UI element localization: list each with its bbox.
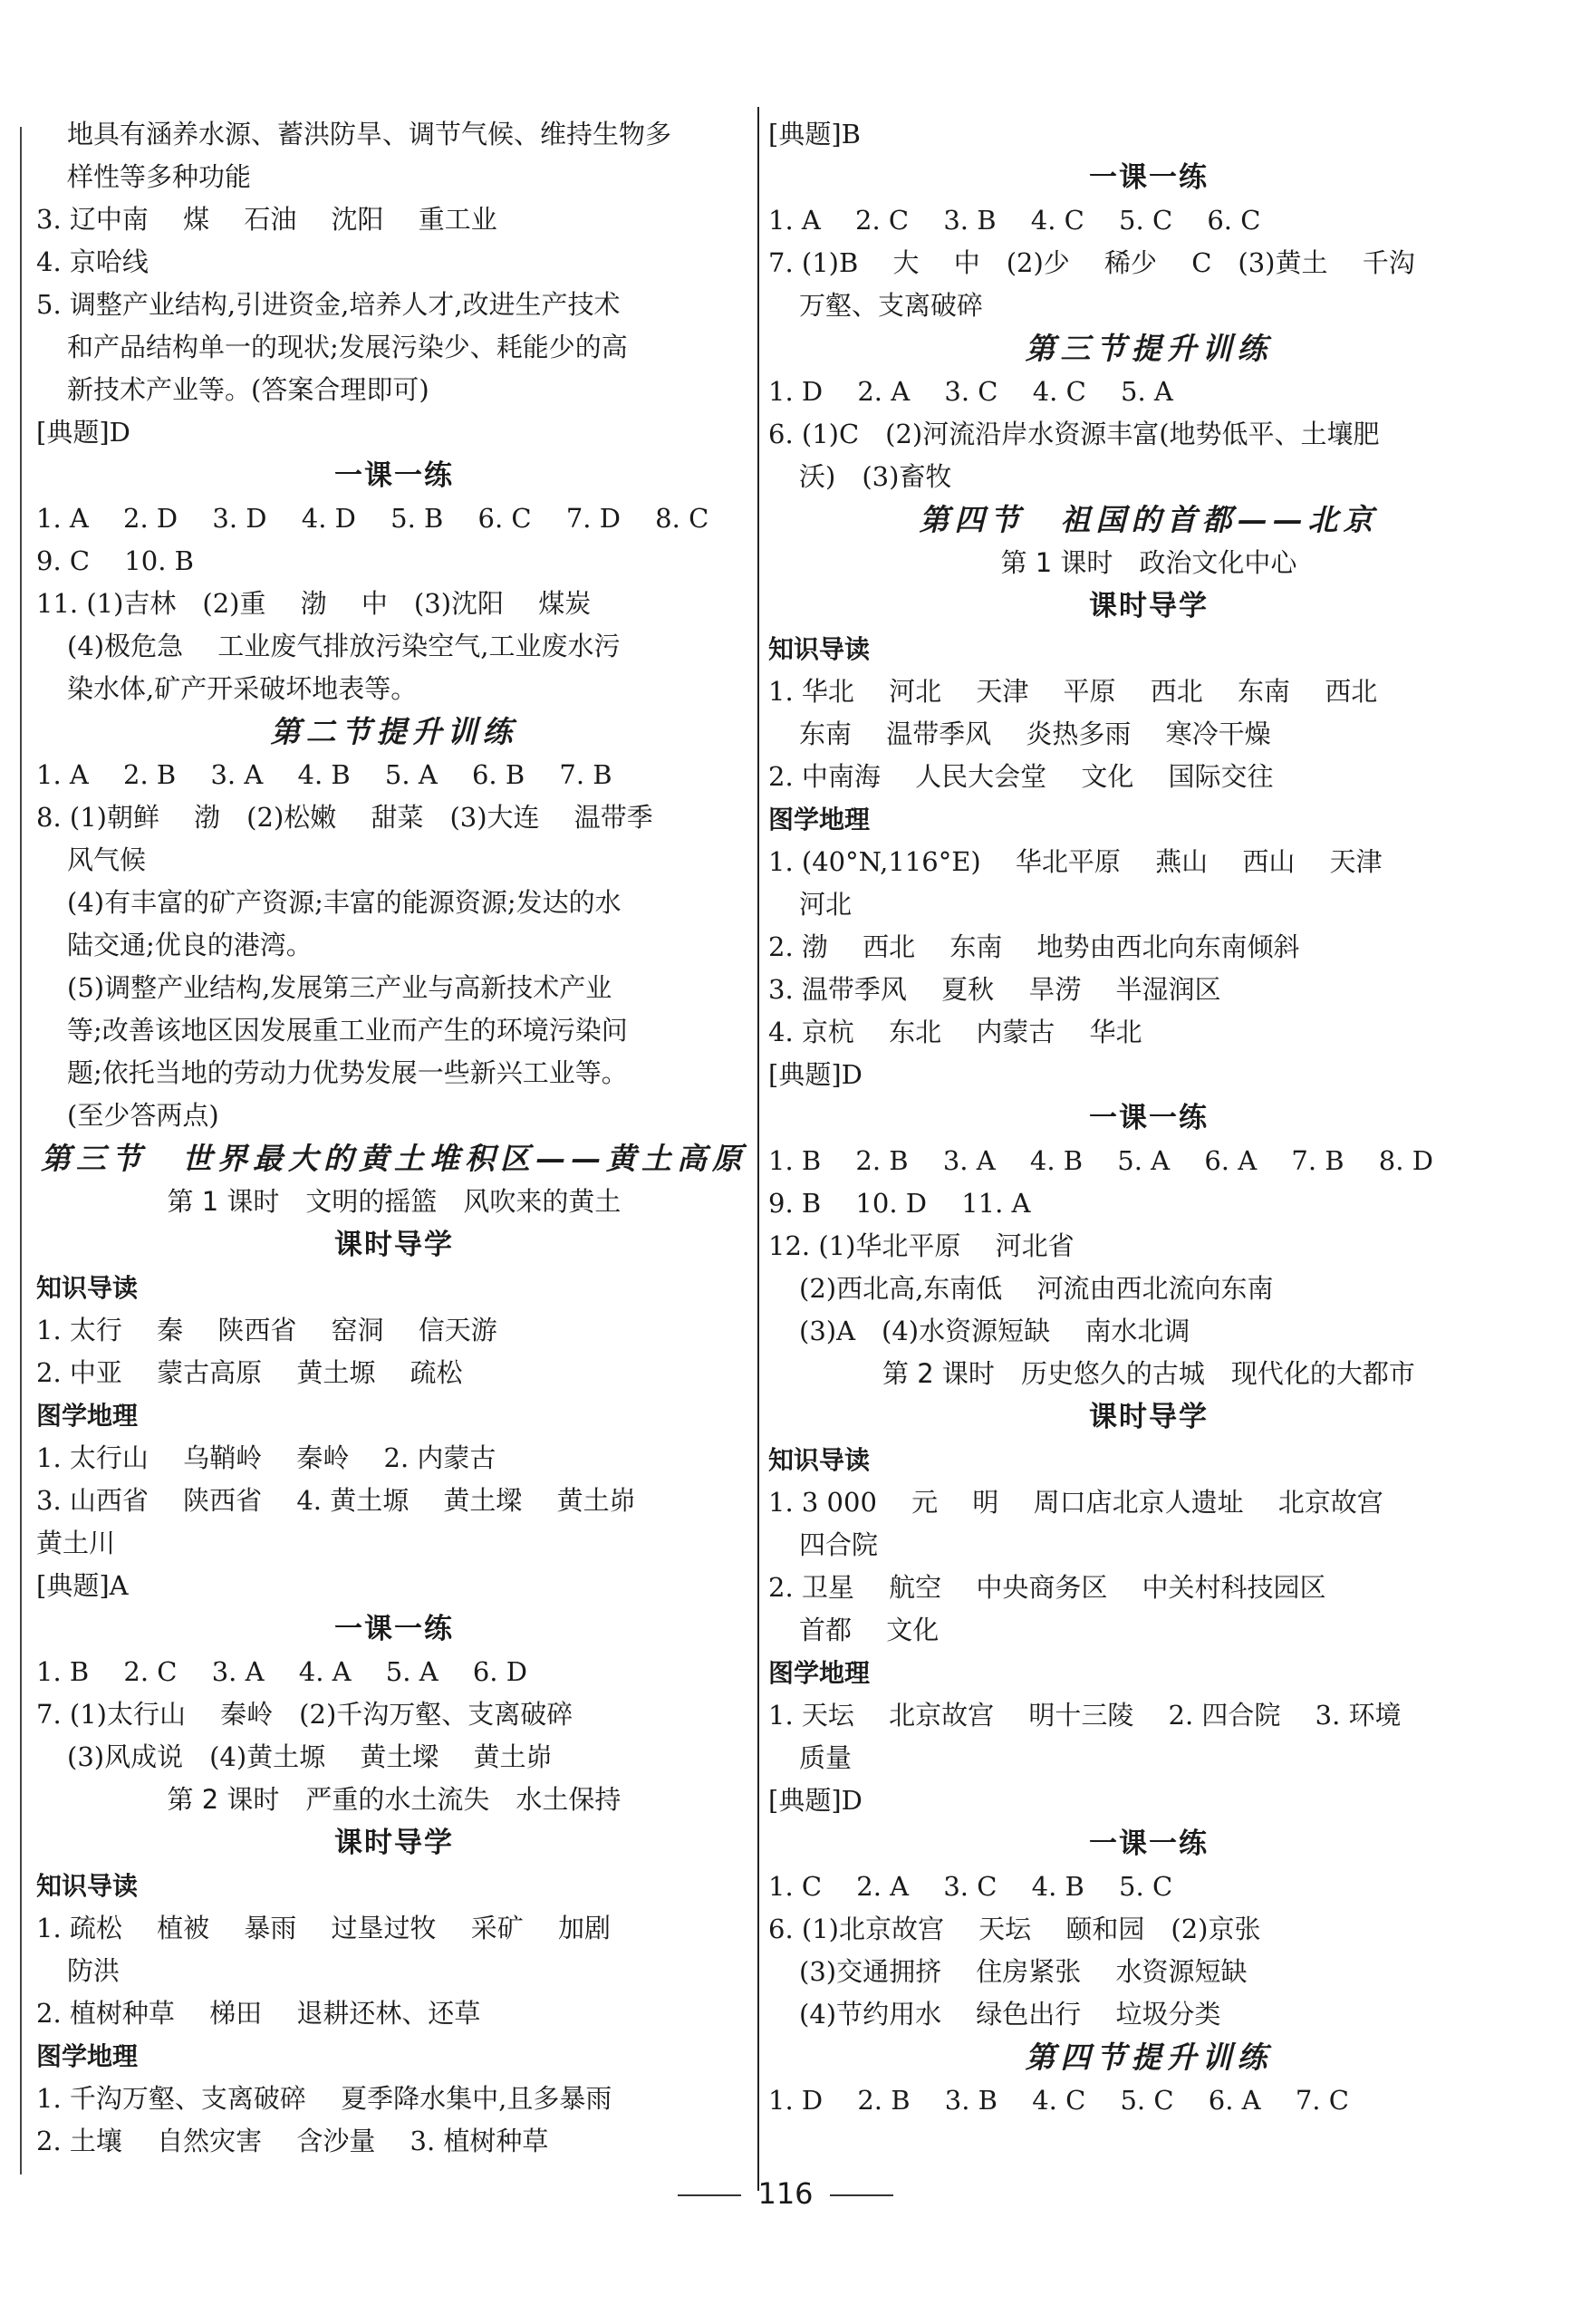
answer-line: 1. 太行山 乌鞘岭 秦岭 2. 内蒙古: [36, 1442, 496, 1473]
sub-heading: 课时导学: [1089, 1401, 1209, 1433]
answer-line: 风气候: [67, 844, 147, 875]
part-label: 知识导读: [36, 1871, 139, 1901]
lesson-heading: 第 1 课时 文明的摇篮 风吹来的黄土: [167, 1186, 622, 1217]
lesson-heading: 第 1 课时 政治文化中心: [1000, 547, 1297, 578]
answer-line: 11. (1)吉林 (2)重 渤 中 (3)沈阳 煤炭: [36, 588, 592, 619]
section-heading: 第四节提升训练: [1025, 2040, 1273, 2075]
section-heading: 第四节 祖国的首都——北京: [919, 502, 1379, 537]
answer-line: 1. (40°N,116°E) 华北平原 燕山 西山 天津: [768, 846, 1383, 877]
answer-line: 4. 京哈线: [36, 246, 149, 277]
answer-line: 1. A 2. B 3. A 4. B 5. A 6. B 7. B: [36, 759, 612, 790]
answer-line: (至少答两点): [67, 1100, 219, 1131]
answer-line: 题;依托当地的劳动力优势发展一些新兴工业等。: [67, 1057, 628, 1088]
answer-line: 东南 温带季风 炎热多雨 寒冷干燥: [799, 718, 1271, 749]
answer-line: 6. (1)北京故宫 天坛 颐和园 (2)京张: [768, 1914, 1261, 1944]
answer-line: 1. B 2. C 3. A 4. A 5. A 6. D: [36, 1656, 527, 1687]
answer-line: 首都 文化: [799, 1615, 940, 1645]
answer-line: 防洪: [67, 1955, 120, 1986]
section-heading: 第三节提升训练: [1025, 331, 1273, 366]
answer-line: 四合院: [799, 1529, 879, 1560]
answer-line: 1. A 2. C 3. B 4. C 5. C 6. C: [768, 205, 1261, 236]
sub-heading: 课时导学: [334, 1827, 454, 1859]
column-divider: [757, 107, 759, 2191]
answer-line: 2. 中亚 蒙古高原 黄土塬 疏松: [36, 1357, 463, 1388]
answer-line: 样性等多种功能: [67, 161, 252, 192]
sub-heading: 一课一练: [334, 1613, 454, 1645]
lesson-heading: 第 2 课时 严重的水土流失 水土保持: [167, 1784, 622, 1815]
part-label: 图学地理: [36, 1401, 139, 1431]
footer-rule-right: [830, 2194, 893, 2196]
answer-line: 新技术产业等。(答案合理即可): [67, 374, 429, 405]
answer-line: 3. 辽中南 煤 石油 沈阳 重工业: [36, 204, 497, 235]
answer-line: 等;改善该地区因发展重工业而产生的环境污染问: [67, 1015, 628, 1046]
answer-line: 4. 京杭 东北 内蒙古 华北: [768, 1017, 1142, 1047]
answer-line: (3)交通拥挤 住房紧张 水资源短缺: [799, 1956, 1248, 1987]
answer-line: 黄土川: [36, 1528, 116, 1558]
answer-line: 12. (1)华北平原 河北省: [768, 1230, 1075, 1261]
answer-line: [典题]D: [768, 1059, 863, 1090]
answer-line: 1. 3 000 元 明 周口店北京人遗址 北京故宫: [768, 1487, 1383, 1518]
answer-line: 8. (1)朝鲜 渤 (2)松嫩 甜菜 (3)大连 温带季: [36, 802, 653, 833]
answer-line: 质量: [799, 1742, 853, 1773]
answer-line: 9. B 10. D 11. A: [768, 1188, 1031, 1219]
sub-heading: 一课一练: [1089, 1102, 1209, 1134]
answer-line: 和产品结构单一的现状;发展污染少、耗能少的高: [67, 332, 628, 362]
answer-line: 1. A 2. D 3. D 4. D 5. B 6. C 7. D 8. C: [36, 503, 709, 534]
answer-line: 7. (1)B 大 中 (2)少 稀少 C (3)黄土 千沟: [768, 247, 1415, 278]
answer-line: 沃) (3)畜牧: [799, 461, 952, 492]
answer-line: [典题]D: [768, 1785, 863, 1816]
answer-line: [典题]B: [768, 119, 861, 149]
answer-line: 1. C 2. A 3. C 4. B 5. C: [768, 1871, 1173, 1902]
sub-heading: 课时导学: [334, 1229, 454, 1261]
answer-line: 2. 中南海 人民大会堂 文化 国际交往: [768, 761, 1274, 792]
answer-line: 1. 华北 河北 天津 平原 西北 东南 西北: [768, 676, 1378, 707]
sub-heading: 一课一练: [1089, 1827, 1209, 1860]
sub-heading: 课时导学: [1089, 590, 1209, 622]
answer-line: 2. 土壤 自然灾害 含沙量 3. 植树种草: [36, 2126, 549, 2156]
sub-heading: 一课一练: [1089, 161, 1209, 194]
answer-line: 2. 植树种草 梯田 退耕还林、还草: [36, 1998, 481, 2029]
answer-line: 1. D 2. A 3. C 4. C 5. A: [768, 376, 1173, 407]
part-label: 图学地理: [36, 2041, 139, 2071]
answer-line: 1. 疏松 植被 暴雨 过垦过牧 采矿 加剧: [36, 1913, 611, 1943]
sub-heading: 一课一练: [334, 459, 454, 492]
answer-line: 1. 天坛 北京故宫 明十三陵 2. 四合院 3. 环境: [768, 1700, 1402, 1731]
answer-line: (3)风成说 (4)黄土塬 黄土墚 黄土峁: [67, 1741, 553, 1772]
right-column: [768, 113, 1529, 2122]
answer-line: 1. 太行 秦 陕西省 窑洞 信天游: [36, 1315, 497, 1345]
answer-line: 9. C 10. B: [36, 545, 194, 576]
answer-line: 1. D 2. B 3. B 4. C 5. C 6. A 7. C: [768, 2085, 1349, 2116]
page-number: 116: [757, 2176, 814, 2211]
answer-line: (5)调整产业结构,发展第三产业与高新技术产业: [67, 972, 612, 1003]
answer-line: 1. 千沟万壑、支离破碎 夏季降水集中,且多暴雨: [36, 2083, 612, 2114]
answer-line: 5. 调整产业结构,引进资金,培养人才,改进生产技术: [36, 289, 621, 320]
answer-line: 万壑、支离破碎: [799, 290, 984, 321]
answer-line: 陆交通;优良的港湾。: [67, 930, 313, 960]
section-heading: 第二节提升训练: [270, 714, 518, 749]
lesson-heading: 第 2 课时 历史悠久的古城 现代化的大都市: [882, 1358, 1415, 1389]
answer-line: (2)西北高,东南低 河流由西北流向东南: [799, 1273, 1274, 1304]
answer-line: 河北: [799, 889, 853, 920]
part-label: 知识导读: [36, 1273, 139, 1303]
part-label: 知识导读: [768, 1445, 871, 1475]
answer-line: 3. 山西省 陕西省 4. 黄土塬 黄土墚 黄土峁: [36, 1485, 636, 1516]
page-number-footer: [0, 2176, 1571, 2211]
part-label: 知识导读: [768, 634, 871, 664]
part-label: 图学地理: [768, 1658, 871, 1688]
answer-line: 3. 温带季风 夏秋 旱涝 半湿润区: [768, 974, 1221, 1005]
left-column: [36, 113, 752, 2163]
answer-line: 1. B 2. B 3. A 4. B 5. A 6. A 7. B 8. D: [768, 1145, 1433, 1176]
answer-line: 7. (1)太行山 秦岭 (2)千沟万壑、支离破碎: [36, 1699, 573, 1730]
answer-line: [典题]A: [36, 1570, 129, 1601]
answer-line: [典题]D: [36, 417, 130, 448]
section-heading: 第三节 世界最大的黄土堆积区——黄土高原: [41, 1141, 747, 1176]
answer-line: (4)有丰富的矿产资源;丰富的能源资源;发达的水: [67, 887, 622, 918]
answer-line: 6. (1)C (2)河流沿岸水资源丰富(地势低平、土壤肥: [768, 419, 1380, 449]
part-label: 图学地理: [768, 805, 871, 834]
answer-line: 2. 渤 西北 东南 地势由西北向东南倾斜: [768, 931, 1300, 962]
footer-rule-left: [678, 2194, 741, 2196]
answer-line: (3)A (4)水资源短缺 南水北调: [799, 1316, 1190, 1346]
answer-line: 染水体,矿产开采破坏地表等。: [67, 673, 418, 704]
answer-line: (4)节约用水 绿色出行 垃圾分类: [799, 1999, 1221, 2030]
answer-line: 2. 卫星 航空 中央商务区 中关村科技园区: [768, 1572, 1326, 1603]
answer-line: (4)极危急 工业废气排放污染空气,工业废水污: [67, 631, 621, 661]
binding-edge-line: [20, 127, 22, 2175]
answer-line: 地具有涵养水源、蓄洪防旱、调节气候、维持生物多: [67, 119, 672, 149]
